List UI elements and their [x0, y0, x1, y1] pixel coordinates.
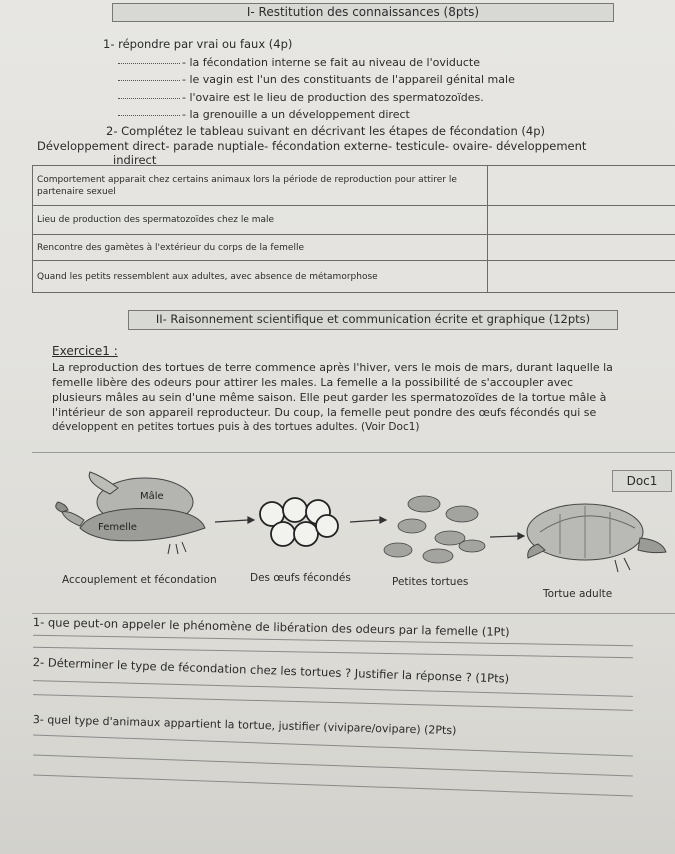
answer-line[interactable]	[33, 775, 633, 797]
caption-mating: Accouplement et fécondation	[62, 574, 217, 586]
statement-row-3	[118, 91, 484, 104]
statement-text: - le vagin est l'un des constituants de l'appareil génital male	[182, 73, 515, 86]
table-cell-description	[33, 206, 488, 235]
answer-line[interactable]	[33, 647, 633, 658]
table-row	[33, 166, 675, 206]
answer-line[interactable]	[33, 735, 633, 757]
row-text: Quand les petits ressemblent aux adultes, avec absence de métamorphose	[37, 271, 378, 282]
mating-turtles-illustration	[56, 472, 205, 554]
arrow-3-head	[518, 533, 524, 539]
eggs-illustration	[260, 498, 338, 546]
row-text: Rencontre des gamètes à l'extérieur du corps de la femelle	[37, 242, 304, 253]
statement-text: - la fécondation interne se fait au niveau de l'oviducte	[182, 56, 481, 69]
arrow-3	[490, 536, 518, 537]
answer-blank[interactable]	[118, 63, 180, 64]
doc1-label-text: Doc1	[626, 474, 658, 488]
table-cell-description	[33, 166, 488, 206]
paragraph-line: l'intérieur de son appareil reproducteur. Du coup, la femelle peut pondre des œufs fécondés qui se	[52, 406, 597, 419]
row-text: Lieu de production des spermatozoïdes chez le male	[37, 215, 275, 225]
statement-row-2	[118, 73, 515, 86]
adult-turtle-illustration	[527, 504, 666, 572]
word-bank-continued: indirect	[113, 153, 157, 167]
arrow-2	[350, 520, 380, 522]
table-cell-answer[interactable]	[488, 206, 675, 235]
exercise-question-3: 3- quel type d'animaux appartient la tortue, justifier (vivipare/ovipare) (2Pts)	[32, 713, 457, 738]
exercise-paragraph	[52, 360, 613, 435]
caption-adult-turtle: Tortue adulte	[543, 588, 613, 600]
fecondation-table	[32, 165, 675, 293]
paragraph-line: femelle libère des odeurs pour attirer les males. La femelle a la possibilité de s'accoupler avec	[52, 376, 574, 389]
answer-line[interactable]	[33, 680, 633, 697]
table-cell-description	[33, 261, 488, 293]
table-row	[33, 235, 675, 261]
table-cell-answer[interactable]	[488, 261, 675, 293]
answer-line[interactable]	[33, 755, 633, 777]
male-label: Mâle	[140, 491, 164, 502]
table-cell-answer[interactable]	[488, 235, 675, 261]
arrow-2-head	[380, 517, 386, 523]
arrow-1	[215, 520, 248, 522]
table-row	[33, 206, 675, 235]
question-2-title: 2- Complétez le tableau suivant en décrivant les étapes de fécondation (4p)	[106, 124, 545, 138]
small-turtles-illustration	[384, 496, 485, 563]
table-row	[33, 261, 675, 293]
section-1-title: I- Restitution des connaissances (8pts)	[246, 5, 480, 19]
answer-line[interactable]	[33, 635, 633, 646]
paragraph-line: La reproduction des tortues de terre commence après l'hiver, vers le mois de mars, durant laquelle la	[52, 361, 613, 374]
section-2-title: II- Raisonnement scientifique et communication écrite et graphique (12pts)	[155, 312, 591, 326]
statement-text: - la grenouille a un développement direct	[182, 108, 410, 121]
answer-blank[interactable]	[118, 80, 180, 81]
section-2-header	[128, 310, 618, 330]
answer-line[interactable]	[33, 694, 633, 711]
exercise-question-1: 1- que peut-on appeler le phénomène de libération des odeurs par la femelle (1Pt)	[32, 615, 510, 639]
answer-blank[interactable]	[118, 115, 180, 116]
table-cell-answer[interactable]	[488, 166, 675, 206]
statement-row-4	[118, 108, 410, 121]
section-1-header	[112, 3, 614, 22]
exercise-title: Exercice1 :	[52, 344, 118, 358]
caption-small-turtles: Petites tortues	[392, 576, 469, 588]
row-text: Comportement apparait chez certains animaux lors la période de reproduction pour attirer le partenaire sexuel	[37, 174, 457, 197]
paragraph-line: développent en petites tortues puis à des tortues adultes. (Voir Doc1)	[52, 421, 420, 433]
paragraph-line: plusieurs mâles au sein d'une même saison. Elle peut garder les spermatozoïdes de la tortue mâle à	[52, 391, 607, 404]
table-cell-description	[33, 235, 488, 261]
caption-eggs: Des œufs fécondés	[250, 572, 351, 584]
arrow-1-head	[248, 517, 254, 523]
answer-blank[interactable]	[118, 98, 180, 99]
exercise-question-2: 2- Déterminer le type de fécondation chez les tortues ? Justifier la réponse ? (1Pts)	[32, 655, 510, 686]
female-label: Femelle	[98, 522, 137, 533]
question-1-title: 1- répondre par vrai ou faux (4p)	[103, 37, 293, 51]
statement-text: - l'ovaire est le lieu de production des spermatozoïdes.	[182, 91, 484, 104]
word-bank: Développement direct- parade nuptiale- fécondation externe- testicule- ovaire- développement	[37, 139, 587, 153]
statement-row-1	[118, 56, 480, 69]
